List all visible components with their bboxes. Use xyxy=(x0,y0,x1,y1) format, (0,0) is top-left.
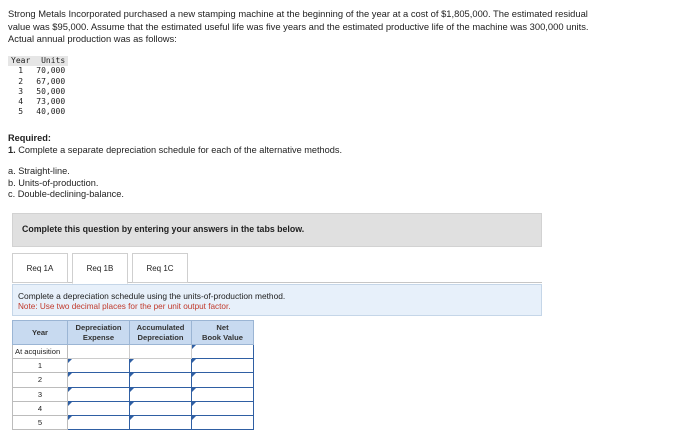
accumulated-depreciation-input[interactable] xyxy=(130,415,192,429)
schedule-row xyxy=(13,401,254,415)
units-row xyxy=(8,77,68,87)
schedule-year: 4 xyxy=(13,401,68,415)
units-header-year: Year xyxy=(8,56,33,66)
accumulated-depreciation-input[interactable] xyxy=(130,373,192,387)
required-instruction xyxy=(8,145,342,156)
methods-list xyxy=(8,166,124,201)
schedule-year: 2 xyxy=(13,373,68,387)
units-value: 50,000 xyxy=(36,86,66,96)
schedule-year: 5 xyxy=(13,415,68,429)
units-year: 3 xyxy=(18,86,24,96)
tab-req-1c[interactable]: Req 1C xyxy=(132,253,188,283)
schedule-header-accumulated-depreciation xyxy=(130,321,192,345)
units-row xyxy=(8,107,68,117)
depreciation-expense-cell-blank xyxy=(68,345,130,359)
info-instruction: Complete a depreciation schedule using the units-of-production method. xyxy=(18,291,286,301)
method-item: b. Units-of-production. xyxy=(8,177,99,188)
units-value: 73,000 xyxy=(36,97,66,107)
accumulated-depreciation-input[interactable] xyxy=(130,387,192,401)
header-line: Accumulated xyxy=(136,323,185,332)
schedule-header-depreciation-expense xyxy=(68,321,130,345)
depreciation-schedule-table xyxy=(12,320,254,430)
units-year: 4 xyxy=(18,97,24,107)
net-book-value-input[interactable] xyxy=(192,387,254,401)
schedule-year: At acquisition xyxy=(13,345,68,359)
schedule-year: 3 xyxy=(13,387,68,401)
units-value: 70,000 xyxy=(36,66,66,76)
units-year: 5 xyxy=(18,107,24,117)
units-value: 40,000 xyxy=(36,107,66,117)
units-header-units: Units xyxy=(33,56,68,66)
required-number: 1. xyxy=(8,145,16,155)
header-line: Net xyxy=(216,323,229,332)
banner-text: Complete this question by entering your answers in the tabs below. xyxy=(22,224,305,234)
question-info-box xyxy=(12,284,542,316)
depreciation-expense-input[interactable] xyxy=(68,401,130,415)
method-item: c. Double-declining-balance. xyxy=(8,189,124,199)
schedule-row xyxy=(13,387,254,401)
depreciation-expense-input[interactable] xyxy=(68,359,130,373)
depreciation-expense-input[interactable] xyxy=(68,373,130,387)
schedule-row-acquisition xyxy=(13,345,254,359)
header-line: Depreciation xyxy=(75,323,122,332)
accumulated-depreciation-input[interactable] xyxy=(130,401,192,415)
net-book-value-input[interactable] xyxy=(192,345,254,359)
accumulated-depreciation-input[interactable] xyxy=(130,359,192,373)
net-book-value-input[interactable] xyxy=(192,415,254,429)
problem-statement: Strong Metals Incorporated purchased a new stamping machine at the beginning of the year at a cost of $1,805,000. The estimated residual value was $95,000. Assume that the estimated useful life was five years and the estimated productive life of the machine was 300,000 units. Actual annual production was as follows: xyxy=(8,8,589,44)
requirement-tabs xyxy=(12,253,542,283)
net-book-value-input[interactable] xyxy=(192,359,254,373)
method-item: a. Straight-line. xyxy=(8,166,70,176)
header-line: Depreciation xyxy=(137,332,184,342)
schedule-row xyxy=(13,373,254,387)
accumulated-depreciation-cell-blank xyxy=(130,345,192,359)
depreciation-expense-input[interactable] xyxy=(68,387,130,401)
units-year: 1 xyxy=(18,66,24,76)
schedule-header-net-book-value xyxy=(192,321,254,345)
instructions-banner xyxy=(12,213,542,247)
schedule-row xyxy=(13,359,254,373)
units-year: 2 xyxy=(18,76,24,86)
required-instruction-text: Complete a separate depreciation schedule for each of the alternative methods. xyxy=(18,145,343,155)
units-row xyxy=(8,66,68,76)
tab-req-1a[interactable]: Req 1A xyxy=(12,253,68,283)
info-note: Note: Use two decimal places for the per unit output factor. xyxy=(18,302,231,311)
depreciation-expense-input[interactable] xyxy=(68,415,130,429)
header-line: Expense xyxy=(82,332,115,342)
schedule-header-year: Year xyxy=(13,321,68,345)
header-line: Book Value xyxy=(202,332,243,342)
units-value: 67,000 xyxy=(36,76,66,86)
tab-req-1b[interactable]: Req 1B xyxy=(72,253,128,284)
net-book-value-input[interactable] xyxy=(192,401,254,415)
units-row xyxy=(8,97,68,107)
net-book-value-input[interactable] xyxy=(192,373,254,387)
schedule-row xyxy=(13,415,254,429)
schedule-year: 1 xyxy=(13,359,68,373)
units-row xyxy=(8,87,68,97)
units-production-table xyxy=(8,56,68,118)
required-heading: Required: xyxy=(8,133,51,143)
